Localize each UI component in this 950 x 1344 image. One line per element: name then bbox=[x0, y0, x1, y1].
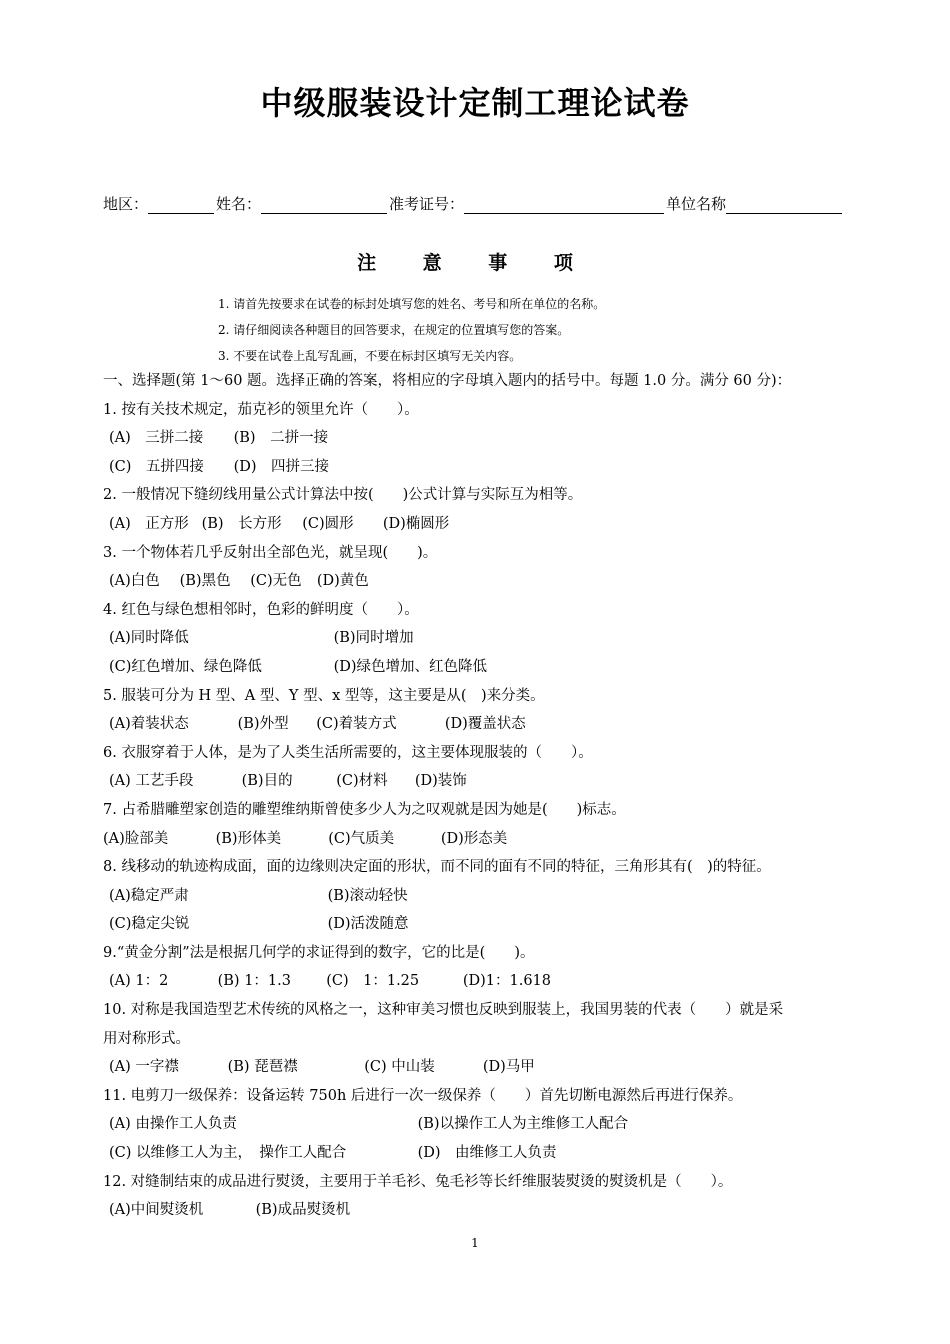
question-stem: 6. 衣服穿着于人体，是为了人类生活所需要的，这主要体现服装的（ ）。 bbox=[103, 744, 593, 761]
option: (A) 工艺手段 bbox=[109, 773, 194, 790]
question-stem: 3. 一个物体若几乎反射出全部色光，就呈现( )。 bbox=[103, 544, 438, 561]
option: (A) 1：2 bbox=[109, 973, 169, 990]
option: (A)着装状态 bbox=[109, 716, 189, 733]
option: (B)黑色 bbox=[179, 573, 231, 590]
option: (B) 1：1.3 bbox=[217, 973, 291, 990]
option: (D)形态美 bbox=[440, 830, 508, 847]
option-row bbox=[103, 712, 883, 741]
option: (B)目的 bbox=[241, 773, 293, 790]
question-stem: 2. 一般情况下缝纫线用量公式计算法中按( )公式计算与实际互为相等。 bbox=[103, 487, 583, 504]
notice-item: 3. 不要在试卷上乱写乱画，不要在标封区填写无关内容。 bbox=[218, 349, 522, 363]
option: (D)黄色 bbox=[316, 573, 369, 590]
question-stem: 1. 按有关技术规定，茄克衫的领里允许（ ）。 bbox=[103, 401, 419, 418]
question-stem: 8. 线移动的轨迹构成面，面的边缘则决定面的形状，而不同的面有不同的特征，三角形其有( )的特征。 bbox=[103, 859, 771, 876]
option: (A) 一字襟 bbox=[109, 1059, 179, 1076]
option: (A)中间熨烫机 bbox=[109, 1202, 204, 1219]
exam-id-blank[interactable] bbox=[464, 199, 664, 214]
exam-id-label: 准考证号： bbox=[389, 195, 465, 213]
option: (D)装饰 bbox=[414, 773, 467, 790]
question-stem: 12. 对缝制结束的成品进行熨烫，主要用于羊毛衫、兔毛衫等长纤维服装熨烫的熨烫机是（ ）。 bbox=[103, 1173, 733, 1190]
notice-heading: 注 意 事 项 bbox=[357, 252, 593, 274]
option: (C)稳定尖锐 bbox=[109, 916, 190, 933]
question-stem: 10. 对称是我国造型艺术传统的风格之一，这种审美习惯也反映到服装上，我国男装的代表（ ）就是采 bbox=[103, 1002, 784, 1019]
question-stem: 4. 红色与绿色想相邻时，色彩的鲜明度（ ）。 bbox=[103, 601, 419, 618]
option-row bbox=[103, 626, 883, 655]
section-heading: 一、选择题(第 1～60 题。选择正确的答案，将相应的字母填入题内的括号中。每题 1.0 分。满分 60 分)： bbox=[103, 373, 792, 389]
option: (C) 五拼四接 bbox=[109, 458, 204, 475]
option: (A) 由操作工人负责 bbox=[109, 1116, 237, 1133]
option: (A) 正方形 bbox=[109, 515, 189, 532]
option: (C)材料 bbox=[336, 773, 388, 790]
question-stem: 7. 占希腊雕塑家创造的雕塑维纳斯曾使多少人为之叹观就是因为她是( )标志。 bbox=[103, 801, 626, 818]
option-row bbox=[103, 455, 883, 484]
option-row bbox=[103, 769, 883, 798]
option-row bbox=[103, 569, 883, 598]
option-row bbox=[103, 884, 883, 913]
option-row bbox=[103, 969, 883, 998]
option: (C) 中山装 bbox=[364, 1059, 435, 1076]
option: (B)形体美 bbox=[215, 830, 282, 847]
option: (C)圆形 bbox=[302, 515, 354, 532]
option: (C) 1：1.25 bbox=[326, 973, 420, 990]
option-row bbox=[103, 1112, 883, 1141]
region-label: 地区： bbox=[103, 195, 149, 213]
notice-item: 1. 请首先按要求在试卷的标封处填写您的姓名、考号和所在单位的名称。 bbox=[218, 297, 606, 311]
option: (A)白色 bbox=[109, 573, 160, 590]
option: (D) 由维修工人负责 bbox=[417, 1145, 557, 1162]
region-blank[interactable] bbox=[148, 199, 214, 214]
option: (A)同时降低 bbox=[109, 630, 189, 647]
option: (B) 二拼一接 bbox=[233, 430, 329, 447]
option: (C) 以维修工人为主， 操作工人配合 bbox=[109, 1145, 347, 1162]
question-section bbox=[103, 369, 883, 1227]
question-stem: 11. 电剪刀一级保养：设备运转 750h 后进行一次一级保养（ ）首先切断电源然后再进行保养。 bbox=[103, 1087, 743, 1104]
option: (A)脸部美 bbox=[103, 830, 169, 847]
option: (D)覆盖状态 bbox=[444, 716, 526, 733]
name-blank[interactable] bbox=[261, 199, 387, 214]
option: (D)活泼随意 bbox=[327, 916, 409, 933]
option: (A) 三拼二接 bbox=[109, 430, 204, 447]
option-row bbox=[103, 512, 883, 541]
question-stem-continued: 用对称形式。 bbox=[103, 1030, 190, 1047]
option: (D)绿色增加、红色降低 bbox=[333, 658, 488, 675]
option: (C)无色 bbox=[250, 573, 302, 590]
option: (B)以操作工人为主维修工人配合 bbox=[417, 1116, 629, 1133]
option: (B)滚动轻快 bbox=[327, 887, 408, 904]
option: (A)稳定严肃 bbox=[109, 887, 189, 904]
notice-list bbox=[218, 294, 605, 372]
option: (B) 琵琶襟 bbox=[227, 1059, 298, 1076]
option: (C)红色增加、绿色降低 bbox=[109, 658, 262, 675]
option-row bbox=[103, 426, 883, 455]
question-stem: 5. 服装可分为 H 型、A 型、Y 型、x 型等，这主要是从( )来分类。 bbox=[103, 687, 545, 704]
exam-title: 中级服装设计定制工理论试卷 bbox=[260, 84, 690, 122]
option: (C)着装方式 bbox=[316, 716, 397, 733]
name-label: 姓名： bbox=[216, 195, 262, 213]
option-row bbox=[103, 1141, 883, 1170]
question-stem: 9.“黄金分割”法是根据几何学的求证得到的数字，它的比是( )。 bbox=[103, 944, 535, 961]
notice-item: 2. 请仔细阅读各种题目的回答要求，在规定的位置填写您的答案。 bbox=[218, 323, 570, 337]
option: (D)1：1.618 bbox=[462, 973, 552, 990]
option-row bbox=[103, 655, 883, 684]
option: (D) 四拼三接 bbox=[233, 458, 330, 475]
option-row bbox=[103, 1055, 883, 1084]
unit-blank[interactable] bbox=[726, 199, 842, 214]
unit-label: 单位名称 bbox=[666, 195, 727, 213]
option: (B) 长方形 bbox=[201, 515, 282, 532]
candidate-info-line bbox=[103, 193, 844, 214]
option: (B)外型 bbox=[237, 716, 289, 733]
option-row bbox=[103, 1198, 883, 1227]
option-row bbox=[103, 912, 883, 941]
page-number: 1 bbox=[471, 1236, 479, 1250]
option: (D)马甲 bbox=[482, 1059, 535, 1076]
option-row bbox=[103, 827, 883, 856]
option: (D)椭圆形 bbox=[382, 515, 450, 532]
option: (B)成品熨烫机 bbox=[255, 1202, 351, 1219]
option: (C)气质美 bbox=[328, 830, 395, 847]
option: (B)同时增加 bbox=[333, 630, 414, 647]
